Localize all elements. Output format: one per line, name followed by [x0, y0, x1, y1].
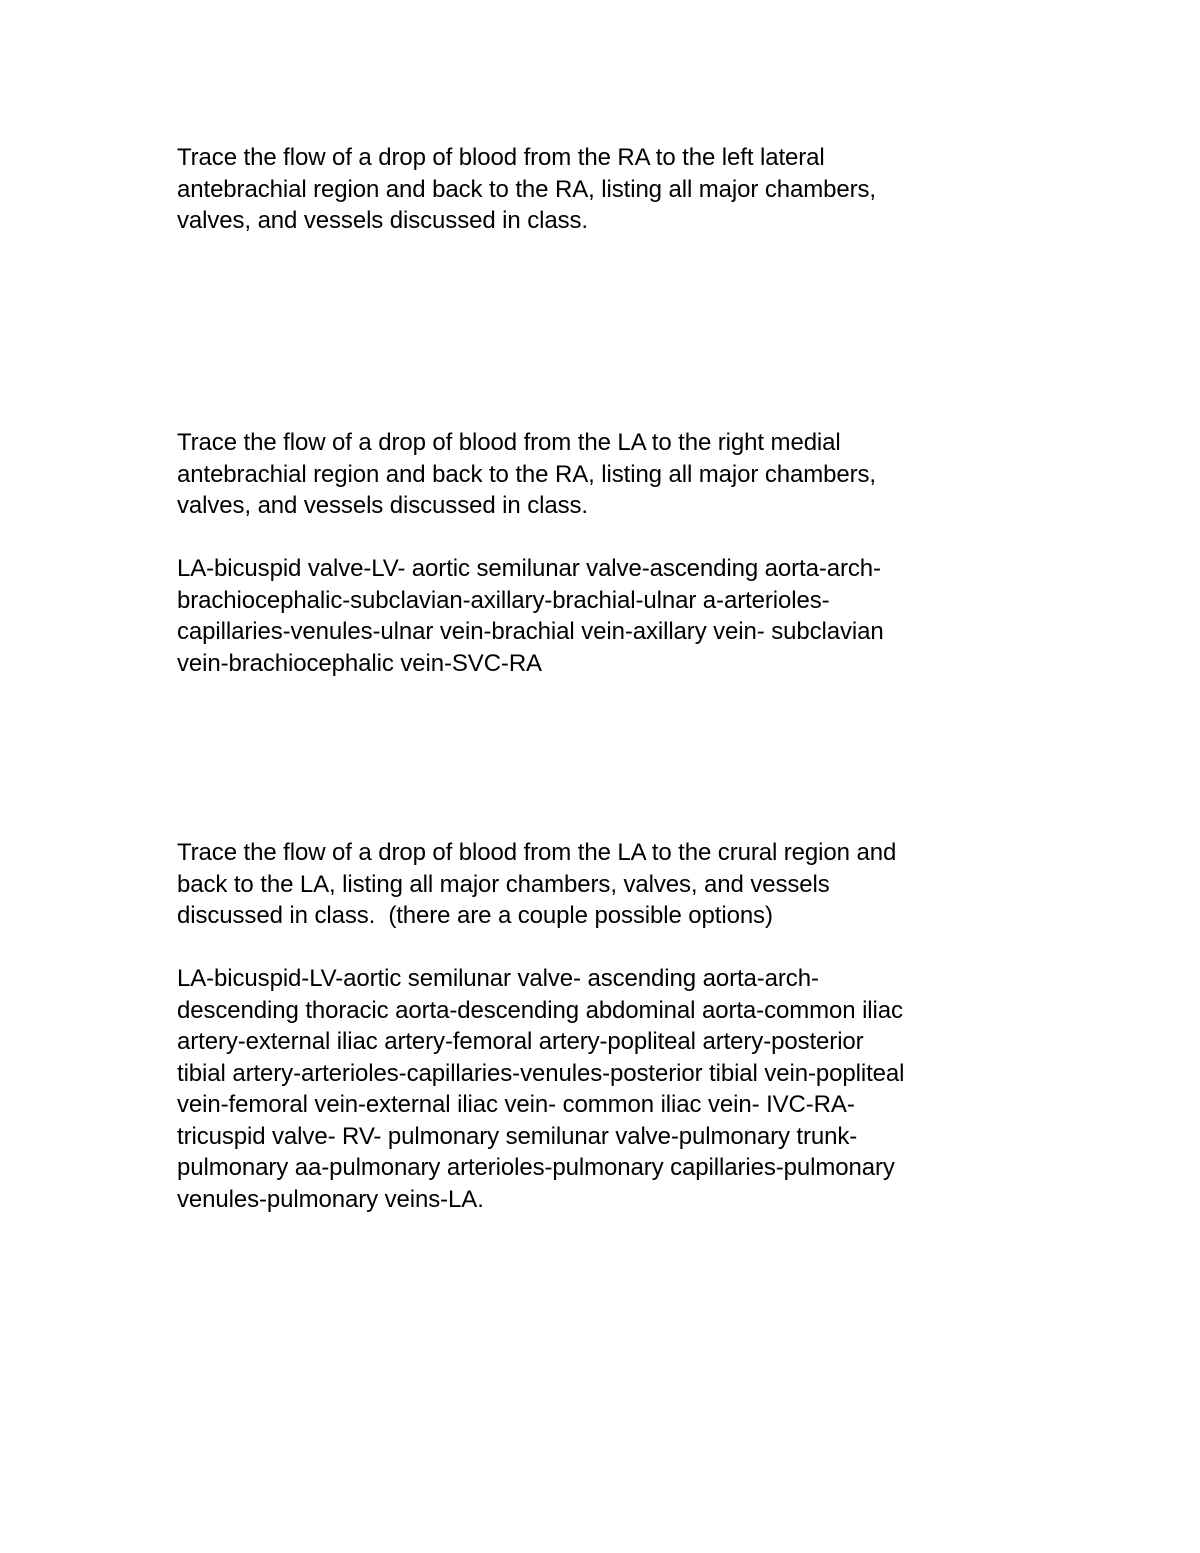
question-2-prompt: Trace the flow of a drop of blood from the LA to the right medial antebrachial region and back to the RA, listing all major chambers, valves, and vessels discussed in class. — [177, 429, 877, 519]
question-3-answer: LA-bicuspid-LV-aortic semilunar valve- ascending aorta-arch- descending thoracic aorta-descending abdominal aorta-common iliac artery-external iliac artery-femoral artery-popliteal artery-posterior tibial artery-arterioles-capillaries-venules-posterior tibial vein-popliteal vein-femoral vein-external iliac vein- common iliac vein- IVC-RA- tricuspid valve- RV- pulmonary semilunar valve-pulmonary trunk- pulmonary aa-pulmonary arterioles-pulmonary capillaries-pulmonary venules-pulmonary veins-LA. — [177, 965, 905, 1213]
question-3-prompt: Trace the flow of a drop of blood from the LA to the crural region and back to the LA, listing all major chambers, valves, and vessels discussed in class. (there are a couple possible options) — [177, 839, 897, 929]
question-2-answer: LA-bicuspid valve-LV- aortic semilunar valve-ascending aorta-arch- brachiocephalic-subclavian-axillary-brachial-ulnar a-arterioles- capillaries-venules-ulnar vein-brachial vein-axillary vein- subclavian vein-brachiocephalic vein-SVC-RA — [177, 555, 884, 677]
question-1-prompt: Trace the flow of a drop of blood from the RA to the left lateral antebrachial region and back to the RA, listing all major chambers, valves, and vessels discussed in class. — [177, 144, 877, 234]
